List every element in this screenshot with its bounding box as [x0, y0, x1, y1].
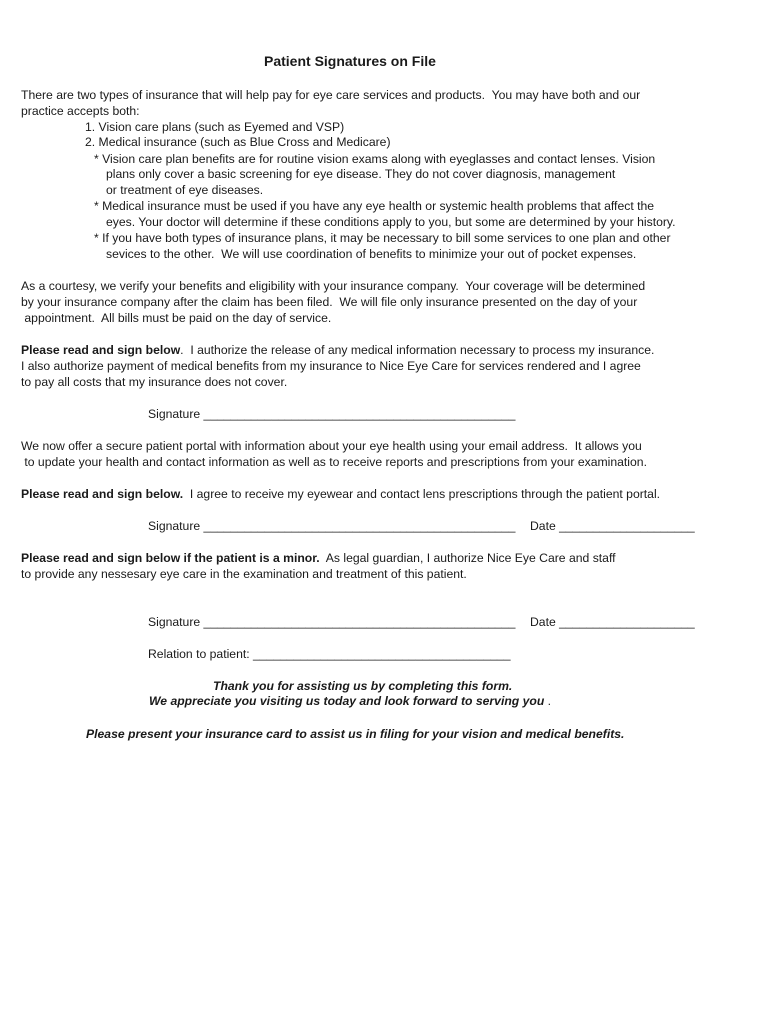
appreciate-text [149, 693, 551, 709]
thank-you-text: Thank you for assisting us by completing this form. [213, 679, 513, 693]
minor-rest: As legal guardian, I authorize Nice Eye Care and staff [319, 551, 616, 565]
list-item: 2. Medical insurance (such as Blue Cross and Medicare) [85, 135, 391, 149]
date-field[interactable]: Date ____________________ [530, 615, 695, 629]
list-item: 1. Vision care plans (such as Eyemed and VSP) [85, 120, 345, 134]
portal-consent-rest: I agree to receive my eyewear and contact lens prescriptions through the patient portal. [183, 487, 661, 501]
appreciate-end: . [544, 694, 552, 708]
note-text: eyes. Your doctor will determine if these conditions apply to you, but some are determined by your history. [106, 215, 676, 229]
instruction-bold: Please read and sign below [21, 343, 181, 357]
authorize-text [21, 342, 654, 358]
note-text: or treatment of eye diseases. [106, 183, 264, 197]
relation-field[interactable]: Relation to patient: ______________________________________ [148, 647, 511, 661]
authorize-text: I also authorize payment of medical benefits from my insurance to Nice Eye Care for services rendered and I agree [21, 359, 641, 373]
intro-text: There are two types of insurance that will help pay for eye care services and products. You may have both and our [21, 88, 641, 102]
present-card-text: Please present your insurance card to assist us in filing for your vision and medical benefits. [86, 727, 625, 741]
note-text: sevices to the other. We will use coordination of benefits to minimize your out of pocket expenses. [106, 247, 637, 261]
note-text: * Vision care plan benefits are for routine vision exams along with eyeglasses and contact lenses. Vision [94, 152, 656, 166]
signature-field[interactable]: Signature ______________________________________________ [148, 519, 516, 533]
portal-consent-text [21, 486, 660, 502]
note-text: * If you have both types of insurance plans, it may be necessary to bill some services to one plan and other [94, 231, 671, 245]
signature-field[interactable]: Signature ______________________________________________ [148, 615, 516, 629]
page-title: Patient Signatures on File [264, 53, 436, 69]
note-text: plans only cover a basic screening for eye disease. They do not cover diagnosis, management [106, 167, 616, 181]
date-field[interactable]: Date ____________________ [530, 519, 695, 533]
intro-text: practice accepts both: [21, 104, 140, 118]
instruction-bold: Please read and sign below. [21, 487, 184, 501]
courtesy-text: by your insurance company after the claim has been filed. We will file only insurance presented on the day of your [21, 295, 638, 309]
appreciate-main: We appreciate you visiting us today and look forward to serving you [149, 694, 545, 708]
courtesy-text: As a courtesy, we verify your benefits and eligibility with your insurance company. Your coverage will be determined [21, 279, 646, 293]
authorize-rest: . I authorize the release of any medical information necessary to process my insurance. [180, 343, 655, 357]
note-text: * Medical insurance must be used if you have any eye health or systemic health problems that affect the [94, 199, 655, 213]
portal-text: to update your health and contact information as well as to receive reports and prescriptions from your examination. [21, 455, 647, 469]
portal-text: We now offer a secure patient portal with information about your eye health using your email address. It allows you [21, 439, 642, 453]
minor-text: to provide any nessesary eye care in the examination and treatment of this patient. [21, 567, 467, 581]
courtesy-text: appointment. All bills must be paid on the day of service. [21, 311, 332, 325]
authorize-text: to pay all costs that my insurance does not cover. [21, 375, 288, 389]
signature-field[interactable]: Signature ______________________________________________ [148, 407, 516, 421]
instruction-bold: Please read and sign below if the patient is a minor. [21, 551, 320, 565]
minor-text [21, 550, 616, 566]
